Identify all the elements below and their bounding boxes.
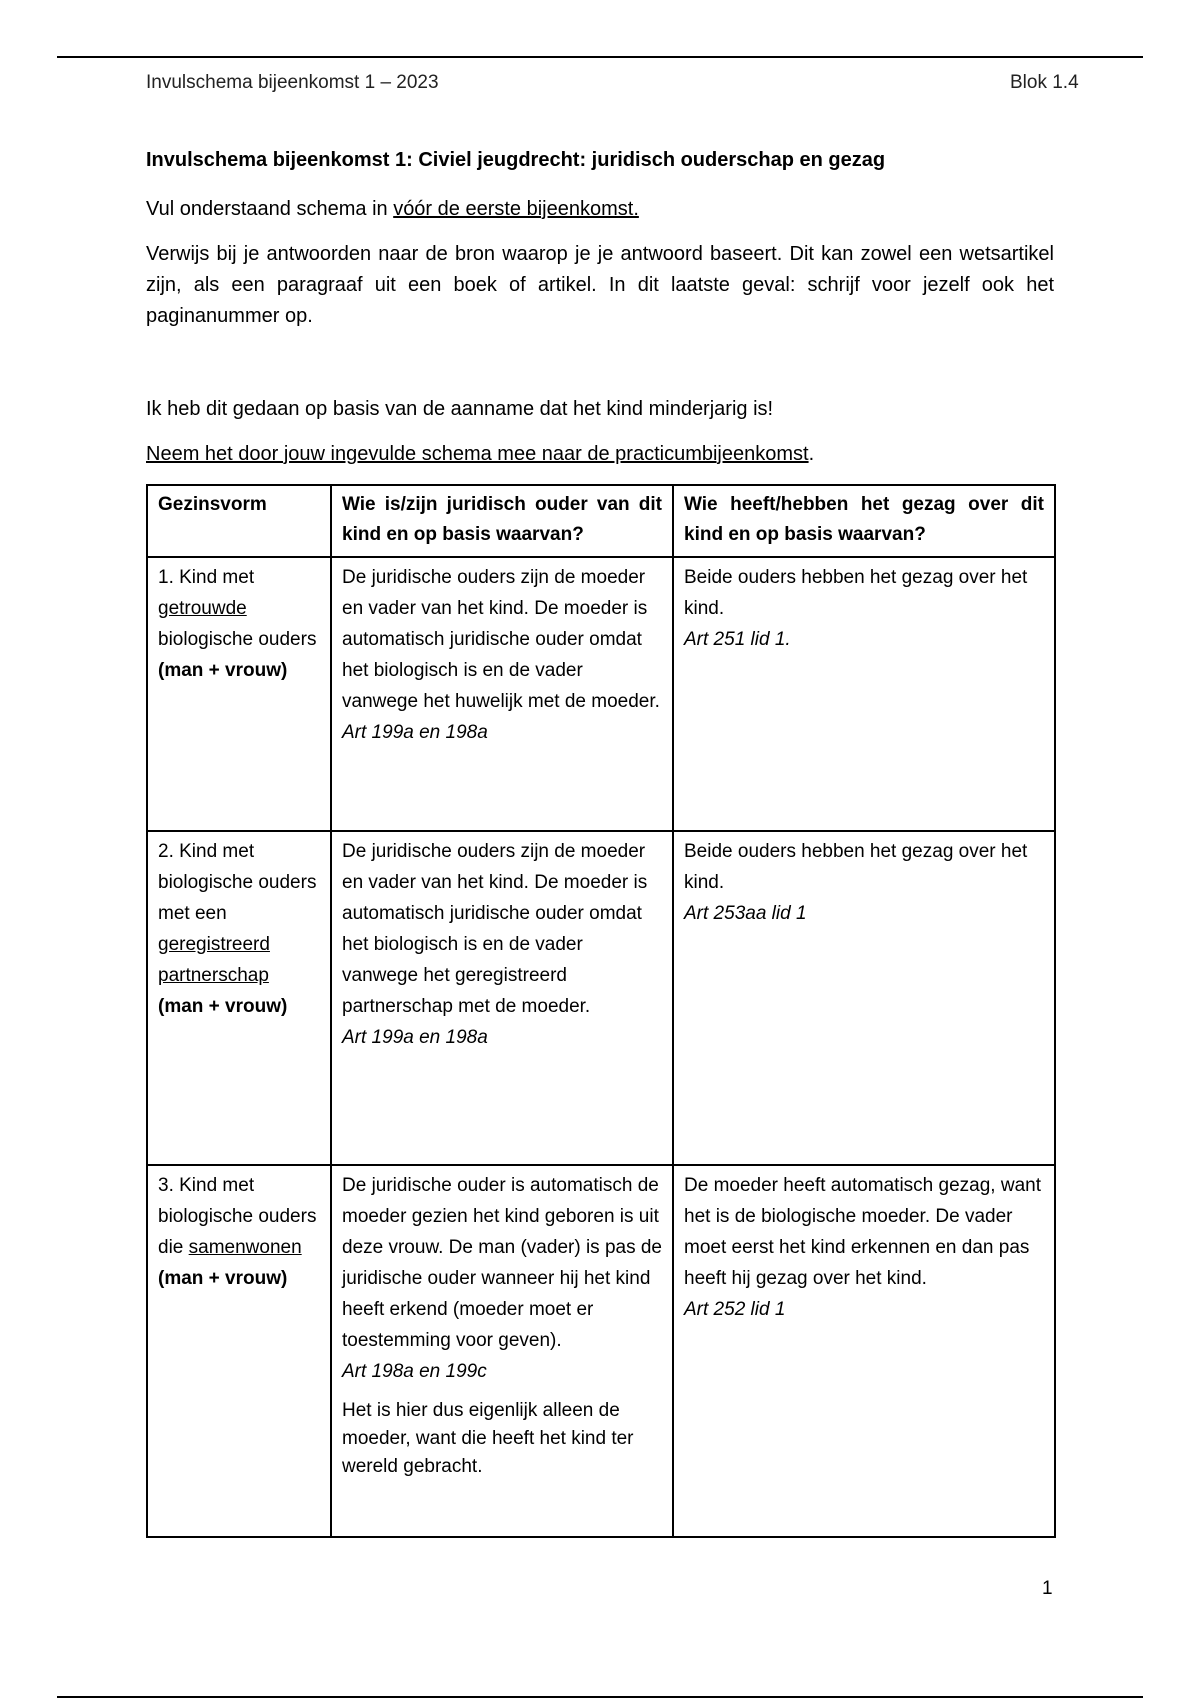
table-row (147, 1165, 1055, 1537)
legal-parent-answer: De juridische ouders zijn de moeder en vader van het kind. De moeder is automatisch juridische ouder omdat het biologisch is en de vader vanwege het geregistreerd partnerschap met de moeder. (342, 841, 648, 1017)
document-title: Invulschema bijeenkomst 1: Civiel jeugdrecht: juridisch ouderschap en gezag (146, 149, 886, 171)
assumption-note: Ik heb dit gedaan op basis van de aanname dat het kind minderjarig is! (146, 398, 774, 420)
custody-answer: Beide ouders hebben het gezag over het kind. (684, 841, 1028, 893)
schema-table (146, 484, 1056, 1538)
header-family-form: Gezinsvorm (147, 485, 331, 557)
custody-cell (673, 557, 1055, 831)
header-legal-parent: Wie is/zijn juridisch ouder van dit kind en op basis waarvan? (331, 485, 673, 557)
family-form-keyword: getrouwde (158, 598, 247, 619)
family-form-keyword: geregistreerd partnerschap (158, 934, 270, 986)
table-row (147, 831, 1055, 1165)
footer-rule (57, 1696, 1143, 1698)
instruction-fill-in-text: Vul onderstaand schema in (146, 198, 394, 220)
legal-parent-cell (331, 831, 673, 1165)
family-form-text: 2. Kind met biologische ouders met een (158, 841, 317, 924)
instruction-fill-in (146, 194, 1054, 225)
legal-parent-reference: Art 198a en 199c (342, 1361, 487, 1382)
family-form-gender: (man + vrouw) (158, 996, 288, 1017)
bring-schema-period: . (808, 443, 815, 465)
bring-schema-note (146, 439, 1054, 470)
header-block-label: Blok 1.4 (1010, 72, 1079, 93)
custody-reference: Art 253aa lid 1 (684, 903, 807, 924)
legal-parent-answer: De juridische ouders zijn de moeder en vader van het kind. De moeder is automatisch juridische ouder omdat het biologisch is en de vader vanwege het huwelijk met de moeder. (342, 567, 660, 712)
legal-parent-reference: Art 199a en 198a (342, 722, 488, 743)
instruction-sources: Verwijs bij je antwoorden naar de bron waarop je je antwoord baseert. Dit kan zowel een wetsartikel zijn, als een paragraaf uit een boek of artikel. In dit laatste geval: schrijf voor jezelf ook het paginanummer op. (146, 243, 1054, 327)
legal-parent-cell (331, 1165, 673, 1537)
custody-cell (673, 831, 1055, 1165)
legal-parent-answer: De juridische ouder is automatisch de moeder gezien het kind geboren is uit deze vrouw. De man (vader) is pas de juridische ouder wanneer hij het kind heeft erkend (moeder moet er toestemming voor geven). (342, 1175, 662, 1351)
instruction-fill-in-deadline: vóór de eerste bijeenkomst. (393, 198, 639, 220)
legal-parent-reference: Art 199a en 198a (342, 1027, 488, 1048)
custody-answer: Beide ouders hebben het gezag over het kind. (684, 567, 1028, 619)
custody-answer: De moeder heeft automatisch gezag, want het is de biologische moeder. De vader moet eerst het kind erkennen en dan pas heeft hij gezag over het kind. (684, 1175, 1041, 1289)
header-rule (57, 56, 1143, 58)
legal-parent-extra-note: Het is hier dus eigenlijk alleen de moeder, want die heeft het kind ter wereld gebracht. (342, 1400, 634, 1477)
custody-reference: Art 252 lid 1 (684, 1299, 786, 1320)
family-form-text: 1. Kind met (158, 567, 255, 588)
custody-cell (673, 1165, 1055, 1537)
family-form-text-end: biologische ouders (158, 629, 317, 650)
page-content (146, 146, 1054, 1538)
family-form-keyword: samenwonen (188, 1237, 302, 1258)
header-document-title: Invulschema bijeenkomst 1 – 2023 (146, 72, 439, 93)
family-form-cell (147, 831, 331, 1165)
custody-reference: Art 251 lid 1. (684, 629, 791, 650)
bring-schema-text: Neem het door jouw ingevulde schema mee naar de practicumbijeenkomst (146, 443, 809, 465)
family-form-cell (147, 1165, 331, 1537)
family-form-gender: (man + vrouw) (158, 1268, 288, 1289)
table-row (147, 557, 1055, 831)
page-number: 1 (1042, 1578, 1053, 1599)
family-form-gender: (man + vrouw) (158, 660, 288, 681)
family-form-cell (147, 557, 331, 831)
header-custody: Wie heeft/hebben het gezag over dit kind en op basis waarvan? (673, 485, 1055, 557)
table-header-row (147, 485, 1055, 557)
legal-parent-cell (331, 557, 673, 831)
family-form-text: 3. Kind met biologische ouders die (158, 1175, 317, 1258)
